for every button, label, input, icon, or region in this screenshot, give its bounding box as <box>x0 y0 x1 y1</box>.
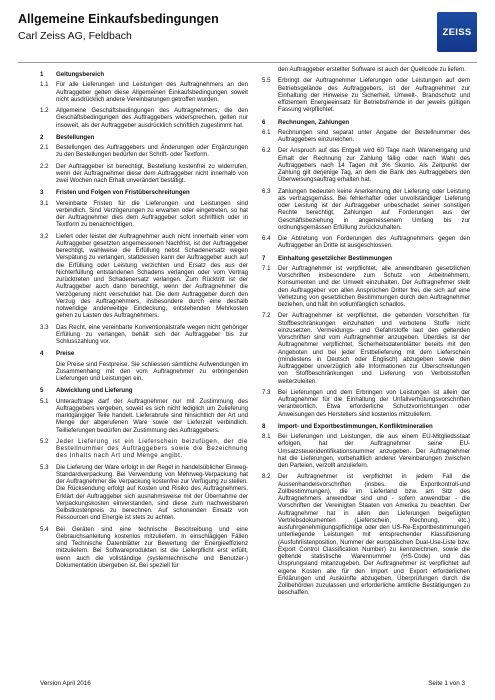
clause <box>262 188 470 232</box>
left-column <box>40 66 248 672</box>
clause <box>40 81 248 103</box>
clause-text: Der Auftragnehmer ist verpflichtet in jedem Fall die Aussenhandelsvorschriften (insbes. die Exportkontroll-und Zollbestimmungen), die im Lieferland bzw. am Sitz des Auftragnehmers anwendbar sind und - sofern anwendbar - die Vorschriften der Vereinigten Staaten von Amerika zu beachten. Der Auftragnehmer hat in allen den Lieferungen beigefügten Vertriebsdokumenten (Lieferschein, Rechnung, etc.) ausfuhrgenehmigungspflichtige oder den US-Re-Exportbestimmungen unterliegende Leistungen mit entsprechender Klassifizierung (Ausfuhrlistenposition, Nummer der europäischen Dual-Use-Liste bzw. Export Control Classification Number) zu kennzeichnen, sowie die geltende statistische Warennummer (HS-Code) und das Ursprungsland mitanzugeben. Der Auftragnehmer ist verpflichtet auf eigene Kosten alle für den Import und Export erforderlichen Erklärungen und Auskünfte abzugeben, Überprüfungen durch die Zollbehörden zuzulassen und erforderliche amtliche Bestätigungen zu beschaffen. <box>278 473 470 597</box>
clause <box>40 398 248 434</box>
clause <box>262 433 470 469</box>
section-title: Import- und Exportbestimmungen, Konfliktmineralien <box>278 422 433 430</box>
header-rule <box>18 62 477 63</box>
section-title: Rechnungen, Zahlungen <box>278 118 350 126</box>
clause <box>40 233 248 320</box>
clause-text: Der Auftraggeber ist berechtigt, Bestellung kostenfrei zu widerrufen, wenn der Auftragnehmer diese dem Auftraggeber nicht innerhalb von zwei Wochen nach Erhalt unverändert bestätigt. <box>56 162 248 184</box>
clause <box>262 235 470 250</box>
clause <box>40 464 248 522</box>
section-title: Geltungsbereich <box>56 71 105 78</box>
section-title: Einhaltung gesetzlicher Bestimmungen <box>278 254 393 262</box>
clause-number: 5.4 <box>40 525 49 533</box>
section-heading <box>40 350 248 357</box>
clause-text: Die Preise sind Festpreise. Sie schliessen sämtliche Aufwendungen im Zusammenhang mit den vom Auftragnehmer zu erbringenden Lieferungen und Leistungen ein. <box>56 360 248 382</box>
clause-text: Jeder Lieferung ist ein Lieferschein beizufügen, der die Bestellnummer des Auftraggebers sowie die Bezeichnung des Inhalts nach Art und Menge angibt. <box>56 437 248 460</box>
document-title: Allgemeine Einkaufsbedingungen <box>18 12 219 26</box>
clause-number: 7.1 <box>262 264 271 272</box>
clause-text: Bei Geräten sind eine technische Beschreibung und eine Gebrauchsanleitung kostenlos mitzuliefern. In einschlägigen Fällen sind Technische Datenblätter zur Bewertung der Energieeffizienz mitzuliefern. Bei Softwareprodukten ist die Lieferpflicht erst erfüllt, wenn auch die vollständige (systemtechnische und Benutzer-) Dokumentation übergeben ist. Bei speziell für <box>56 525 248 569</box>
clause <box>40 163 248 185</box>
clause-text: Der Anspruch auf das Entgelt wird 60 Tage nach Wareneingang und Erhalt der Rechnung zur Zahlung fällig oder nach Wahl des Auftraggebers nach 14 Tagen mit 3% Skonto. Als Zeitpunkt der Zahlung gilt derjenige Tag, an dem die Bank des Auftraggebers den Überweisungsauftrag erhalten hat. <box>278 147 470 184</box>
clause-number: 2.1 <box>40 144 49 151</box>
clause-text-continued: den Auftraggeber erstellter Software ist auch der Quellcode zu liefern. <box>278 66 466 73</box>
clause-text: Unterauftrage darf der Auftragnehmer nur mit Zustimmung des Auftraggebers vergeben, soweit es sich nicht lediglich um Zulieferung marktgängiger Teile handelt. Lieferabrufe sind hinsichtlich der Art und Menge der abgerufenen Ware sowie der Lieferzeit verbindlich. Teillieferungen bedürfen der Zustimmung des Auftraggebers. <box>56 397 248 434</box>
section-heading <box>40 134 248 141</box>
clause-text: Allgemeine Geschäftsbedingungen des Auftragnehmers, die den Geschäftsbedingungen des Auftraggebers widersprechen, gelten nur insoweit, als der Auftraggeber ausdrücklich schriftlich zugestimmt hat. <box>56 107 248 129</box>
section-heading <box>40 387 248 394</box>
clause-number: 6.1 <box>262 128 271 136</box>
footer <box>40 680 465 687</box>
section-number: 1 <box>40 71 44 78</box>
clause <box>262 389 470 418</box>
clause-number: 8.1 <box>262 433 271 440</box>
document-subtitle: Carl Zeiss AG, Feldbach <box>18 30 132 42</box>
clause <box>262 312 470 385</box>
document-body <box>40 66 470 672</box>
clause-text: Vereinbarte Fristen für die Lieferungen und Leistungen sind verbindlich. Sind Verzögerungen zu erwarten oder eingetreten, so hat der Auftragnehmer dies dem Auftraggeber sofort schriftlich oder in Textform zu benachrichtigen. <box>56 199 248 229</box>
section-number: 2 <box>40 133 44 141</box>
clause <box>40 200 248 229</box>
clause-text: Bestellungen des Auftraggebers und Änderungen oder Ergänzungen zu den Bestellungen bedürfen der Schrift- oder Textform. <box>56 144 248 159</box>
section-title: Fristen und Folgen von Fristüberschreitungen <box>56 189 190 197</box>
right-column <box>262 66 470 672</box>
clause <box>262 77 470 113</box>
clause-text: Der Auftragnehmer ist verpflichtet, alle anwendbaren gesetzlichen Vorschriften insbesondere zum Schutz von Arbeitnehmern, Konsumenten und der Umwelt einzuhalten. Der Auftragnehmer stellt den Auftraggeber von allen Ansprüchen Dritter frei, die sich auf eine Verletzung von gesetzlichen Bestimmungen durch den Auftragnehmer beziehen, und hält ihn vollumfänglich schadlos. <box>278 264 470 308</box>
clause-number: 5.1 <box>40 397 49 405</box>
logo-text: ZEISS <box>442 26 472 38</box>
clause-number: 1.1 <box>40 81 49 89</box>
section-title: Bestellungen <box>56 133 95 141</box>
clause <box>262 473 470 596</box>
clause-number: 6.2 <box>262 147 271 155</box>
page-number: Seite 1 von 3 <box>428 680 465 687</box>
clause-text: Der Auftragnehmer ist verpflichtet, die geltenden Vorschriften für Stoffbeschränkungen einzuhalten und verbotene Stoffe nicht einzusetzen. Vermeidungs- und Gefahrstoffe laut den geltenden Vorschriften sind vom Auftragnehmer anzugeben. Überdies ist der Auftragnehmer verpflichtet, Sicherheitsdatenblätter bereits mit den Angeboten und bei jeder Erstbelieferung mit dem Lieferschein (mindestens in Deutsch oder Englisch) abzugeben sowie den Auftraggeber unverzüglich alle Informationen zur Überschreitungen von Stoffbeschränkungen und Lieferung von Verbotsstoffen weiterzuleiten. <box>278 312 470 385</box>
section-number: 3 <box>40 189 44 197</box>
section-title: Abwicklung und Lieferung <box>56 387 133 395</box>
clause-text: Für alle Lieferungen und Leistungen des Auftragnehmers an den Auftraggeber gelten diese Allgemeinen Einkaufsbedingungen soweit nicht ausdrücklich andere Vereinbarungen getroffen wurden. <box>56 81 248 103</box>
section-title: Preise <box>56 350 75 358</box>
clause-number: 6.4 <box>262 235 271 242</box>
clause-number: 3.1 <box>40 199 49 207</box>
clause-text: Das Recht, eine vereinbarte Konventionalstrafe wegen nicht gehöriger Erfüllung zu verlangen, behält sich der Auftraggeber bis zur Schlusszahlung vor. <box>56 323 248 345</box>
clause-text: Erbringt der Auftragnehmer Lieferungen oder Leistungen auf dem Betriebsgelände des Auftraggebers, ist der Auftragnehmer zur Einhaltung der Hinweise zu Sicherheit, Umwelt-, Brandschutz und effizientem Energieeinsatz für Betriebsfremde in der jeweils gültigen Fassung verpflichtet. <box>278 77 470 114</box>
clause-number: 1.2 <box>40 107 49 114</box>
section-number: 6 <box>262 118 266 126</box>
clause-text: Bei Lieferungen und dem Erbringen von Leistungen ist allein der Auftragnehmer für die Einhaltung der Unfallverhütungsvorschriften verantwortlich. Etwa erforderliche Schutzvorrichtungen oder Anweisungen des Herstellers sind kostenlos mitzuliefern. <box>278 388 470 418</box>
clause <box>262 265 470 309</box>
section-number: 8 <box>262 422 266 430</box>
clause <box>262 129 470 144</box>
clause <box>40 107 248 129</box>
section-number: 4 <box>40 350 44 358</box>
clause-text: Die Lieferung der Ware erfolgt in der Regel in handelsüblicher Einweg-Standardverpackung. Bei Verwendung von Mehrweg-Verpackung hat der Auftragnehmer die Verpackung kostenfrei zur Verfügung zu stellen. Die Rücksendung erfolgt auf Kosten und Risiko des Auftragnehmers. Erklärt der Auftraggeber sich ausnahmsweise mit der Übernahme der Verpackungskosten einverstanden, sind diese zum nachweisbaren Selbstkostenpreis zu berechnen. Auf schonenden Einsatz von Ressourcen und Energie ist stets zu achten. <box>56 463 248 522</box>
section-heading <box>262 423 470 430</box>
clause-text: Bei Lieferungen und Leistungen, die aus einem EU-Mitgliedsstaat erfolgen, hat der Auftragnehmer seine EU-Umsatzsteueridentifikationsnummer anzugeben. Der Auftragnehmer hat die Lieferungen, vorbehaltlich anderer Vereinbarungen zwischen den Parteien, verzollt anzuliefern. <box>278 433 470 469</box>
zeiss-logo <box>437 12 477 52</box>
header <box>18 12 477 52</box>
clause-number: 7.3 <box>262 388 271 396</box>
section-heading <box>262 255 470 262</box>
clause-number: 3.2 <box>40 232 49 240</box>
section-number: 5 <box>40 387 44 395</box>
version-label: Version April 2016 <box>40 680 91 687</box>
clause <box>40 324 248 346</box>
clause-number: 8.2 <box>262 473 271 481</box>
clause <box>40 526 248 570</box>
clause-number: 5.2 <box>40 437 49 445</box>
clause-text: Rechnungen sind separat unter Angabe der Bestellnummer des Auftraggebers einzureichen. <box>278 128 470 143</box>
clause <box>40 438 248 460</box>
clause-number: 6.3 <box>262 187 271 195</box>
clause-number: 7.2 <box>262 312 271 320</box>
clause <box>40 144 248 159</box>
clause-text: Liefert oder leistet der Auftragnehmer auch nicht innerhalb einer vom Auftraggeber gesetzten angemessenen Nachfrist, ist der Auftraggeber berechtigt, wahlweise die Erfüllung nebst Schadenersatz wegen Verspätung zu verlangen, stattdessen kann der Auftraggeber auch auf die Erfüllung oder Leistung verzichten und Ersatz des aus der Nichterfüllung entstandenen Schadens verlangen oder vom Vertrag zurücktreten und Schadenersatz verlangen. Zum Rücktritt ist der Auftraggeber auch dann berechtigt, wenn der Auftragnehmer die Verzögerung nicht verschuldet hat. Die dem Auftraggeber durch den Verzug des Auftragnehmers, insbesondere durch eine deshalb notwendige anderweitige Eindeckung, entstehenden Mehrkosten gehen zu Lasten des Auftragnehmers. <box>56 232 248 320</box>
clause-number: 2.2 <box>40 162 49 170</box>
clause-text: Zahlungen bedeuten keine Anerkennung der Lieferung oder Leistung als vertragsgemäss. Bei fehlerhafter oder unvollständiger Lieferung oder Leistung ist der Auftraggeber unbeschadet seiner sonstigen Rechte berechtigt, Zahlungen auf Forderungen aus der Geschäftsbeziehung in angemessenem Umfang bis zur ordnungsgemässen Erfüllung zurückzuhalten. <box>278 187 470 231</box>
section-number: 7 <box>262 254 266 262</box>
section-heading <box>40 189 248 196</box>
clause-number: 3.3 <box>40 323 49 331</box>
clause-number: 5.3 <box>40 463 49 471</box>
clause-text: Die Abtretung von Forderungen des Auftragnehmers gegen den Auftraggeber an Dritte ist ausgeschlossen. <box>278 235 470 250</box>
clause-number: 5.5 <box>262 77 271 85</box>
section-heading <box>40 71 248 78</box>
clause <box>262 147 470 183</box>
section-heading <box>262 119 470 126</box>
